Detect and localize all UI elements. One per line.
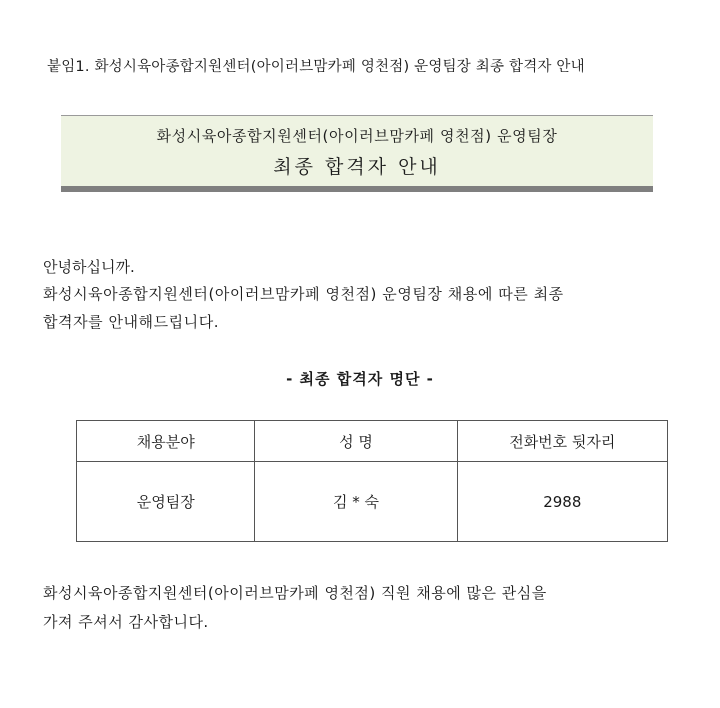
table-row (77, 462, 668, 542)
closing-text-line-1: 화성시육아종합지원센터(아이러브맘카페 영천점) 직원 채용에 많은 관심을 (43, 584, 547, 602)
header-phone-last-digits: 전화번호 뒷자리 (457, 421, 667, 462)
cell-phone-last-digits: 2988 (457, 462, 667, 542)
title-line-organization: 화성시육아종합지원센터(아이러브맘카페 영천점) 운영팀장 (156, 127, 558, 145)
greeting-text: 안녕하십니까. (43, 258, 135, 276)
body-text-line-2: 합격자를 안내해드립니다. (43, 313, 220, 331)
body-text-line-1: 화성시육아종합지원센터(아이러브맘카페 영천점) 운영팀장 채용에 따른 최종 (43, 285, 564, 303)
title-line-notice: 최종 합격자 안내 (273, 156, 441, 178)
header-position: 채용분야 (77, 421, 255, 462)
cell-name: 김 * 숙 (255, 462, 457, 542)
cell-position: 운영팀장 (77, 462, 255, 542)
result-table (76, 420, 668, 542)
title-box (61, 115, 653, 192)
header-name: 성 명 (255, 421, 457, 462)
list-heading: - 최종 합격자 명단 - (286, 370, 434, 388)
closing-text-line-2: 가져 주셔서 감사합니다. (43, 613, 209, 631)
table-header-row (77, 421, 668, 462)
attachment-title: 붙임1. 화성시육아종합지원센터(아이러브맘카페 영천점) 운영팀장 최종 합격자 안내 (47, 59, 585, 75)
